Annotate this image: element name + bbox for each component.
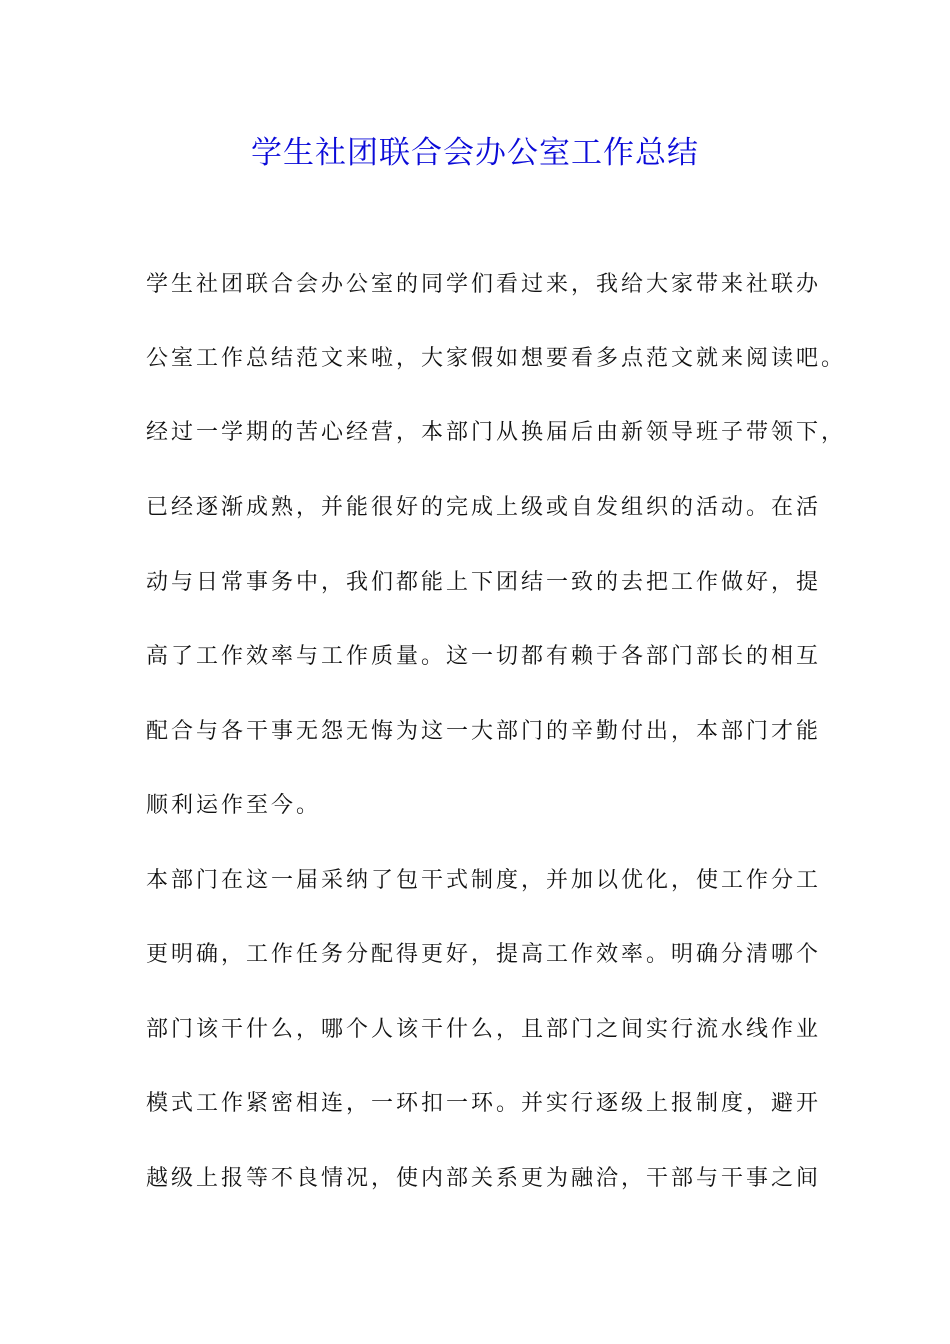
paragraph-line: 配合与各干事无怨无悔为这一大部门的辛勤付出，本部门才能 [146,719,822,744]
paragraph-line: 更明确，工作任务分配得更好，提高工作效率。明确分清哪个 [146,942,822,967]
paragraph-line: 高了工作效率与工作质量。这一切都有赖于各部门部长的相互 [146,644,822,669]
paragraph-line: 模式工作紧密相连，一环扣一环。并实行逐级上报制度，避开 [146,1091,822,1116]
paragraph-line: 顺利运作至今。 [146,793,322,818]
paragraph-line: 已经逐渐成熟，并能很好的完成上级或自发组织的活动。在活 [146,495,822,520]
paragraph-line: 部门该干什么，哪个人该干什么，且部门之间实行流水线作业 [146,1017,822,1042]
paragraph-line: 动与日常事务中，我们都能上下团结一致的去把工作做好，提 [146,570,822,595]
paragraph-line: 经过一学期的苦心经营，本部门从换届后由新领导班子带领下， [146,420,847,445]
document-title: 学生社团联合会办公室工作总结 [251,135,699,171]
paragraph-line: 公室工作总结范文来啦，大家假如想要看多点范文就来阅读吧。 [146,346,847,371]
paragraph-line: 学生社团联合会办公室的同学们看过来，我给大家带来社联办 [146,272,822,297]
paragraph-line: 越级上报等不良情况，使内部关系更为融洽，干部与干事之间 [146,1166,822,1191]
paragraph-line: 本部门在这一届采纳了包干式制度，并加以优化，使工作分工 [146,868,822,893]
